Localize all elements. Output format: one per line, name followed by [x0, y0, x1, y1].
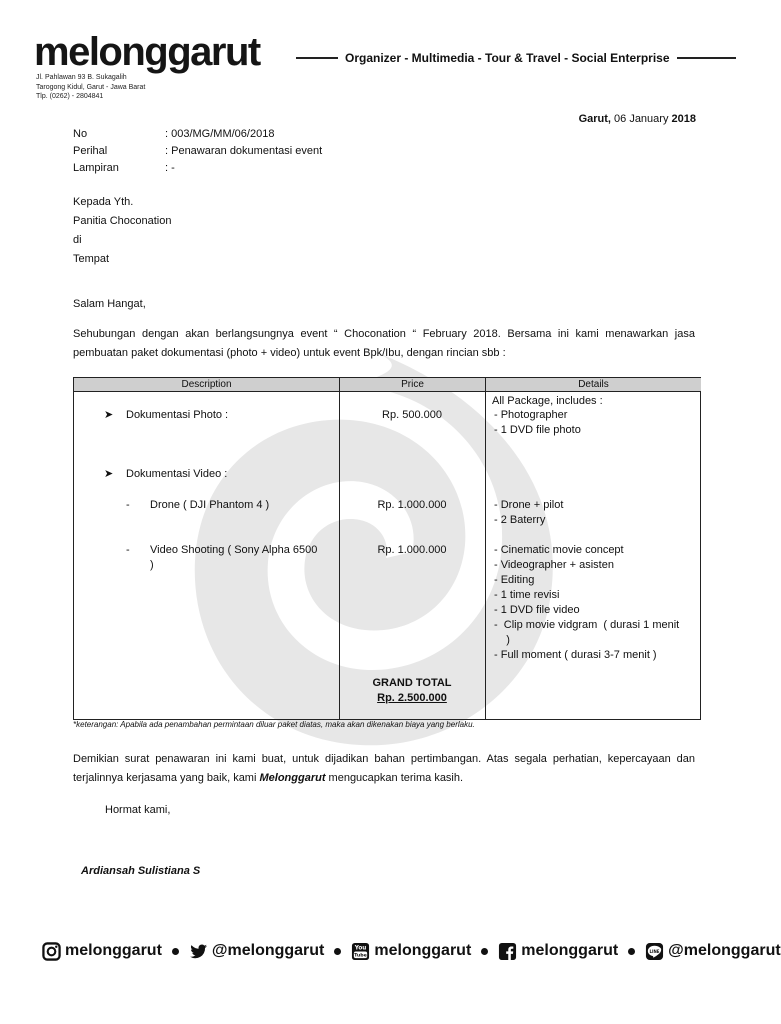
recipient-line-2: Panitia Choconation — [73, 215, 172, 227]
photo-price: Rp. 500.000 — [382, 409, 442, 421]
tagline: Organizer - Multimedia - Tour & Travel - Social Enterprise — [345, 51, 670, 65]
meta-value-no: : 003/MG/MM/06/2018 — [165, 128, 275, 140]
date-day-month: 06 January — [610, 113, 672, 125]
video-shooting-price: Rp. 1.000.000 — [377, 544, 447, 556]
line-app-icon — [645, 942, 664, 961]
meta-label-lampiran: Lampiran — [73, 162, 119, 174]
meta-value-perihal: : Penawaran dokumentasi event — [165, 145, 323, 157]
instagram-icon — [42, 942, 61, 961]
price-table — [73, 377, 701, 720]
photo-detail-2: - 1 DVD file photo — [494, 424, 581, 436]
address-line-2: Tarogong Kidul, Garut - Jawa Barat — [36, 84, 146, 91]
grand-total-label: GRAND TOTAL — [372, 677, 452, 689]
svg-text:Tube: Tube — [354, 953, 368, 959]
closing-paragraph — [73, 750, 695, 788]
video-detail-7: ) — [494, 634, 510, 646]
grand-total-value: Rp. 2.500.000 — [377, 692, 447, 704]
video-detail-1: - Cinematic movie concept — [494, 544, 624, 556]
video-detail-3: - Editing — [494, 574, 535, 586]
table-header-price: Price — [339, 378, 486, 392]
drone-price: Rp. 1.000.000 — [377, 499, 447, 511]
photo-detail-1: - Photographer — [494, 409, 568, 421]
video-detail-8: - Full moment ( durasi 3-7 menit ) — [494, 649, 657, 661]
video-shooting-label-line-1: Video Shooting ( Sony Alpha 6500 — [150, 544, 318, 556]
drone-label: Drone ( DJI Phantom 4 ) — [150, 499, 270, 511]
video-detail-5: - 1 DVD file video — [494, 604, 580, 616]
video-shooting-label-line-2: ) — [150, 559, 154, 571]
recipient-line-3: di — [73, 234, 82, 246]
photo-label: Dokumentasi Photo : — [126, 409, 229, 421]
facebook-icon — [498, 942, 517, 961]
line-handle: @melonggarut — [668, 942, 781, 959]
signatory-name: Ardiansah Sulistiana S — [81, 865, 201, 877]
meta-label-no: No — [73, 128, 88, 140]
tagline-rule-left — [296, 57, 338, 59]
recipient-line-4: Tempat — [73, 253, 110, 265]
drone-dash: - — [126, 499, 130, 511]
tagline-rule-right — [677, 57, 736, 59]
closing-text-pre: Demikian surat penawaran ini kami buat, untuk dijadikan bahan pertimbangan. Atas segala perhatian, kepercayaan dan terjalinnya kerjasama yang baik, kami — [73, 753, 695, 784]
twitter-handle: @melonggarut — [211, 942, 325, 959]
separator-dot — [481, 948, 488, 955]
facebook-handle: melonggarut — [521, 942, 619, 959]
separator-dot — [628, 948, 635, 955]
recipient-line-1: Kepada Yth. — [73, 196, 134, 208]
video-detail-2: - Videographer + asisten — [494, 559, 614, 571]
svg-text:You: You — [355, 945, 367, 952]
brand-logo: melonggarut — [34, 30, 260, 74]
date-city: Garut, — [578, 113, 611, 125]
twitter-icon — [189, 942, 208, 961]
regards: Hormat kami, — [105, 804, 171, 816]
youtube-icon — [351, 942, 370, 961]
package-intro: All Package, includes : — [492, 395, 603, 407]
letter-date — [579, 113, 696, 125]
video-detail-6: - Clip movie vidgram ( durasi 1 menit — [494, 619, 680, 631]
meta-label-perihal: Perihal — [73, 145, 108, 157]
table-divider-2 — [485, 378, 486, 719]
video-detail-4: - 1 time revisi — [494, 589, 560, 601]
greeting: Salam Hangat, — [73, 298, 146, 310]
video-label: Dokumentasi Video : — [126, 468, 228, 480]
video-bullet-icon: ➤ — [104, 468, 114, 480]
photo-bullet-icon: ➤ — [104, 409, 114, 421]
intro-paragraph: Sehubungan dengan akan berlangsungnya event “ Choconation “ February 2018. Bersama ini kami menawarkan jasa pembuatan paket dokumentasi (photo + video) untuk event Bpk/Ibu, dengan rincian sbb : — [73, 328, 695, 359]
closing-text-post: mengucapkan terima kasih. — [325, 772, 464, 784]
drone-detail-2: - 2 Baterry — [494, 514, 546, 526]
youtube-handle: melonggarut — [374, 942, 472, 959]
video-shooting-dash: - — [126, 544, 130, 556]
separator-dot — [334, 948, 341, 955]
table-header-details: Details — [486, 378, 701, 392]
meta-value-lampiran: : - — [165, 162, 175, 174]
date-year: 2018 — [671, 113, 696, 125]
social-footer — [42, 938, 781, 964]
closing-brand: Melonggarut — [259, 772, 326, 784]
instagram-handle: melonggarut — [65, 942, 162, 959]
address-line-3: Tlp. (0262) - 2804841 — [36, 93, 104, 100]
svg-text:LINE: LINE — [649, 948, 660, 954]
tagline-bar — [296, 50, 736, 66]
separator-dot — [172, 948, 179, 955]
table-note: *keterangan: Apabila ada penambahan permintaan diluar paket diatas, maka akan dikenakan biaya yang berlaku. — [73, 720, 475, 729]
table-header-description: Description — [74, 378, 339, 392]
drone-detail-1: - Drone + pilot — [494, 499, 564, 511]
address-line-1: Jl. Pahlawan 93 B. Sukagalih — [36, 74, 127, 81]
